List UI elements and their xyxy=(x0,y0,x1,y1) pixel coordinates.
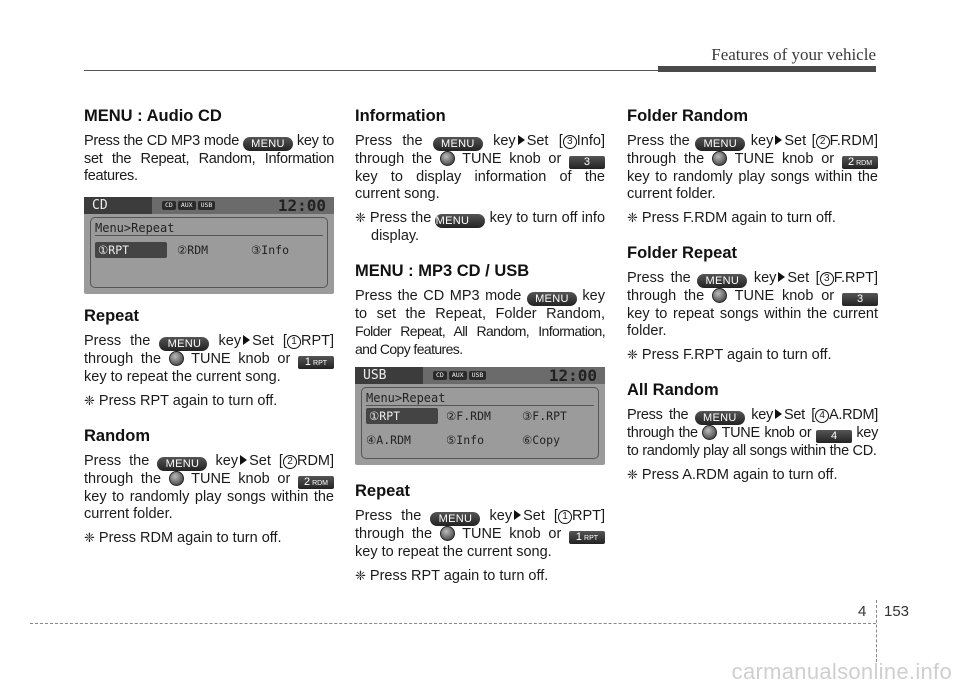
note-icon: ❈ xyxy=(627,347,638,362)
note-icon: ❈ xyxy=(355,568,366,583)
tune-knob-icon xyxy=(712,151,727,166)
section-title-audio-cd: MENU : Audio CD xyxy=(84,107,222,125)
circled-number-icon: 1 xyxy=(558,510,572,524)
note-icon: ❈ xyxy=(84,393,95,408)
menu-button-icon: MENU xyxy=(243,137,293,151)
menu-button-icon: MENU xyxy=(433,137,483,151)
lcd-chip-usb: USB xyxy=(469,371,487,380)
lcd-chip-aux: AUX xyxy=(178,201,196,210)
repeat-note: ❈ Press RPT again to turn off. xyxy=(84,393,278,409)
tune-knob-icon xyxy=(440,526,455,541)
number-button-icon: 4 xyxy=(816,430,852,443)
random-note: ❈ Press RDM again to turn off. xyxy=(84,530,282,546)
all-random-note: ❈ Press A.RDM again to turn off. xyxy=(627,467,838,483)
usb-lcd-screen xyxy=(355,367,605,465)
lcd-chip-cd: CD xyxy=(433,371,447,380)
lcd-option-rpt: ①RPT xyxy=(95,242,167,258)
note-icon: ❈ xyxy=(355,210,366,225)
lcd-option-rpt: ①RPT xyxy=(366,408,438,424)
watermark: carmanualsonline.info xyxy=(731,659,952,684)
menu-button-icon: MENU xyxy=(435,214,485,228)
note-icon: ❈ xyxy=(627,210,638,225)
lcd-menu-path: Menu>Repeat xyxy=(366,391,446,405)
note-icon: ❈ xyxy=(627,467,638,482)
tune-knob-icon xyxy=(169,471,184,486)
tune-knob-icon xyxy=(169,351,184,366)
arrow-right-icon xyxy=(518,135,525,145)
arrow-right-icon xyxy=(514,510,521,520)
section-title-mp3-usb: MENU : MP3 CD / USB xyxy=(355,262,530,280)
menu-button-icon: MENU xyxy=(695,137,745,151)
note-icon: ❈ xyxy=(84,530,95,545)
header-bar xyxy=(658,66,876,72)
information-text: Press the MENU key Set [ 3 Info] through the TUNE knob or 3 key to display information of the current song. xyxy=(355,133,605,202)
number-button-icon: 3 xyxy=(569,156,605,169)
random-text: Press the MENU key Set [ 2 RDM] through the TUNE knob or 2 RDM key to randomly play songs within the current folder. xyxy=(84,453,335,522)
lcd-option-rdm: ②RDM xyxy=(177,243,209,257)
section-title-all-random: All Random xyxy=(627,381,719,399)
arrow-right-icon xyxy=(775,409,782,419)
lcd-chip-aux: AUX xyxy=(449,371,467,380)
folder-random-note: ❈ Press F.RDM again to turn off. xyxy=(627,210,836,226)
column-3 xyxy=(627,108,878,484)
lcd-mode-label: CD xyxy=(84,197,152,214)
circled-number-icon: 3 xyxy=(820,272,834,286)
lcd-chip-usb: USB xyxy=(198,201,216,210)
section-title-repeat-mp3: Repeat xyxy=(355,482,411,500)
circled-number-icon: 2 xyxy=(816,135,830,149)
lcd-menu-path: Menu>Repeat xyxy=(95,221,175,235)
section-title-repeat: Repeat xyxy=(84,307,140,325)
arrow-right-icon xyxy=(240,455,247,465)
number-button-icon: 2 RDM xyxy=(298,476,334,489)
menu-button-icon: MENU xyxy=(157,457,207,471)
footer-divider xyxy=(876,600,877,662)
menu-button-icon: MENU xyxy=(430,512,480,526)
all-random-text: Press the MENU key Set [ 4 A.RDM] through the TUNE knob or 4 key to randomly play all songs within the CD. xyxy=(627,407,879,459)
circled-number-icon: 4 xyxy=(815,409,829,423)
column-2 xyxy=(355,108,605,585)
column-1 xyxy=(84,108,334,547)
lcd-option-info: ⑤Info xyxy=(446,433,485,447)
arrow-right-icon xyxy=(778,272,785,282)
lcd-option-frdm: ②F.RDM xyxy=(446,409,491,423)
lcd-mode-label: USB xyxy=(355,367,423,384)
menu-button-icon: MENU xyxy=(527,292,577,306)
tune-knob-icon xyxy=(712,288,727,303)
lcd-option-frpt: ③F.RPT xyxy=(522,409,567,423)
circled-number-icon: 2 xyxy=(283,455,297,469)
menu-button-icon: MENU xyxy=(695,411,745,425)
chapter-number: 4 xyxy=(858,603,867,620)
lcd-chip-cd: CD xyxy=(162,201,176,210)
lcd-clock: 12:00 xyxy=(548,366,597,385)
number-button-icon: 1 RPT xyxy=(569,531,605,544)
intro-text: Press the CD MP3 mode MENU key to set the Repeat, Random, Information features. xyxy=(84,133,334,184)
tune-knob-icon xyxy=(440,151,455,166)
tune-knob-icon xyxy=(702,425,717,440)
lcd-option-ardm: ④A.RDM xyxy=(366,433,411,447)
section-title-folder-random: Folder Random xyxy=(627,107,749,125)
section-title-folder-repeat: Folder Repeat xyxy=(627,244,738,262)
menu-button-icon: MENU xyxy=(697,274,747,288)
arrow-right-icon xyxy=(243,335,250,345)
header-title: Features of your vehicle xyxy=(711,45,876,64)
repeat-mp3-note: ❈ Press RPT again to turn off. xyxy=(355,568,549,584)
lcd-option-info: ③Info xyxy=(251,243,290,257)
footer-rule xyxy=(30,623,876,624)
repeat-mp3-text: Press the MENU key Set [ 1 RPT] through the TUNE knob or 1 RPT key to repeat the current song. xyxy=(355,508,605,560)
number-button-icon: 3 xyxy=(842,293,878,306)
lcd-option-copy: ⑥Copy xyxy=(522,433,561,447)
lcd-clock: 12:00 xyxy=(277,196,326,215)
information-note: ❈ Press the MENU key to turn off info display. xyxy=(355,210,606,244)
circled-number-icon: 3 xyxy=(563,135,577,149)
folder-random-text: Press the MENU key Set [ 2 F.RDM] through the TUNE knob or 2 RDM key to randomly play songs within the current folder. xyxy=(627,133,878,202)
folder-repeat-note: ❈ Press F.RPT again to turn off. xyxy=(627,347,832,363)
section-title-random: Random xyxy=(84,427,150,445)
cd-lcd-screen xyxy=(84,197,334,294)
arrow-right-icon xyxy=(775,135,782,145)
mp3-intro-text: Press the CD MP3 mode MENU key to set the Repeat, Folder Random, Folder Repeat, All Random, Information, and Copy features. xyxy=(355,288,605,357)
page-number: 153 xyxy=(884,603,910,620)
folder-repeat-text: Press the MENU key Set [ 3 F.RPT] through the TUNE knob or 3 key to repeat songs within the current folder. xyxy=(627,270,879,339)
circled-number-icon: 1 xyxy=(287,335,301,349)
number-button-icon: 1 RPT xyxy=(298,356,334,369)
section-title-information: Information xyxy=(355,107,446,125)
menu-button-icon: MENU xyxy=(159,337,209,351)
repeat-text: Press the MENU key Set [ 1 RPT] through the TUNE knob or 1 RPT key to repeat the current song. xyxy=(84,333,334,385)
number-button-icon: 2 RDM xyxy=(842,156,878,169)
